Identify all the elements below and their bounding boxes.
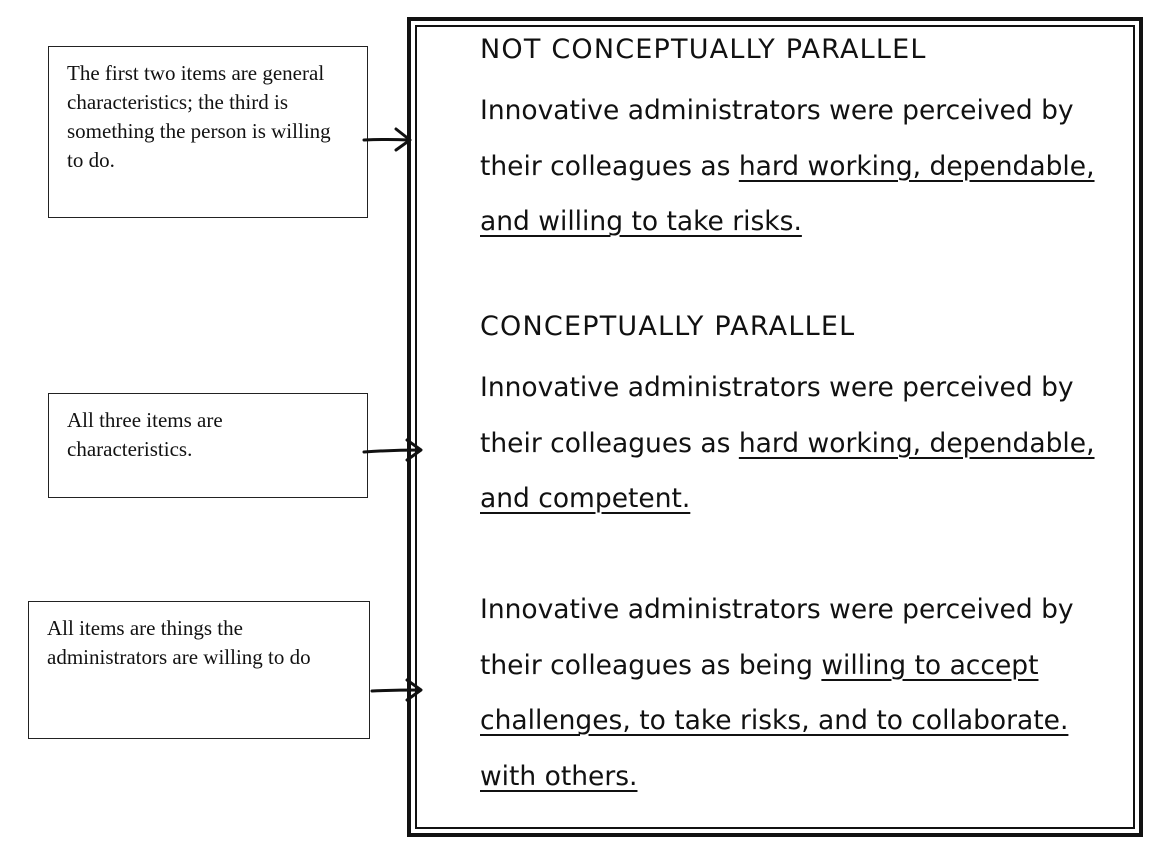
- example-sentence-characteristics: [480, 360, 1120, 527]
- sentence-prefix: Innovative administrators were perceived by their colleagues as: [480, 372, 1074, 459]
- underlined-series: hard working, dependable, and willing to take risks.: [480, 150, 1095, 237]
- example-sentence-willing: [480, 582, 1120, 804]
- heading-parallel: CONCEPTUALLY PARALLEL: [480, 311, 856, 342]
- example-sentence-not-parallel: [480, 83, 1120, 250]
- annotation-text: The first two items are general characteristics; the third is something the person is willing to do.: [67, 61, 331, 172]
- annotation-box-willing: [28, 601, 370, 739]
- heading-not-parallel: NOT CONCEPTUALLY PARALLEL: [480, 34, 927, 65]
- annotation-box-not-parallel: [48, 46, 368, 218]
- annotation-text: All three items are characteristics.: [67, 408, 223, 461]
- annotation-text: All items are things the administrators are willing to do: [47, 616, 311, 669]
- arrow-icon-1: [364, 129, 410, 150]
- sentence-prefix: Innovative administrators were perceived by their colleagues as: [480, 95, 1074, 182]
- underlined-series: hard working, dependable, and competent.: [480, 427, 1095, 514]
- annotation-box-characteristics: [48, 393, 368, 498]
- underlined-series: willing to accept challenges, to take risks, and to collaborate. with others.: [480, 649, 1069, 792]
- sentence-prefix: Innovative administrators were perceived by their colleagues as being: [480, 594, 1074, 681]
